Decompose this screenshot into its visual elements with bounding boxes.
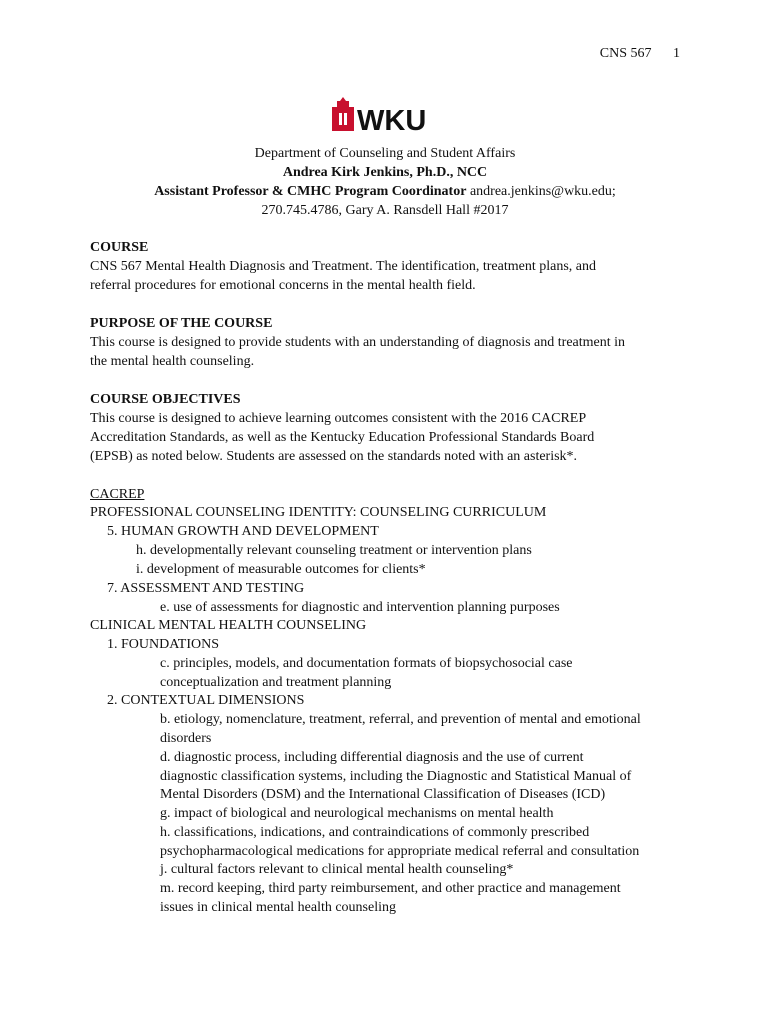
standard-line: h. classifications, indications, and contraindications of commonly prescribed xyxy=(160,825,590,840)
standard-line: e. use of assessments for diagnostic and intervention planning purposes xyxy=(160,600,560,615)
department-line: Department of Counseling and Student Affairs xyxy=(254,146,516,161)
wku-logo xyxy=(331,97,443,135)
standard-line: 7. ASSESSMENT AND TESTING xyxy=(107,581,305,596)
standard-line: d. diagnostic process, including differential diagnosis and the use of current xyxy=(160,750,584,765)
purpose-section xyxy=(90,314,680,371)
standard-line: conceptualization and treatment planning xyxy=(160,675,392,690)
course-heading: COURSE xyxy=(90,240,149,255)
instructor-title: Assistant Professor & CMHC Program Coordinator xyxy=(154,184,467,199)
standard-line: b. etiology, nomenclature, treatment, referral, and prevention of mental and emotional xyxy=(160,712,641,727)
standard-line: PROFESSIONAL COUNSELING IDENTITY: COUNSELING CURRICULUM xyxy=(90,505,547,520)
standard-line: m. record keeping, third party reimbursement, and other practice and management xyxy=(160,881,621,896)
standard-line: g. impact of biological and neurological mechanisms on mental health xyxy=(160,806,554,821)
objectives-line-2: Accreditation Standards, as well as the Kentucky Education Professional Standards Board xyxy=(90,430,595,445)
wku-logo-graphic xyxy=(331,97,443,135)
standard-line: j. cultural factors relevant to clinical mental health counseling* xyxy=(160,862,514,877)
standard-line: disorders xyxy=(160,731,212,746)
purpose-line-1: This course is designed to provide students with an understanding of diagnosis and treatment in xyxy=(90,335,626,350)
standard-line: issues in clinical mental health counseling xyxy=(160,900,396,915)
objectives-line-3: (EPSB) as noted below. Students are assessed on the standards noted with an asterisk*. xyxy=(90,449,578,464)
purpose-line-2: the mental health counseling. xyxy=(90,354,255,369)
logo-wordmark: WKU xyxy=(357,105,427,135)
header-course-code: CNS 567 xyxy=(599,46,652,61)
standard-line: h. developmentally relevant counseling treatment or intervention plans xyxy=(136,543,532,558)
instructor-title-line xyxy=(0,182,770,201)
standard-line: 2. CONTEXTUAL DIMENSIONS xyxy=(107,693,305,708)
standard-line: Mental Disorders (DSM) and the International Classification of Diseases (ICD) xyxy=(160,787,606,802)
header-page-number: 1 xyxy=(673,46,680,61)
standard-line: psychopharmacological medications for appropriate medical referral and consultation xyxy=(160,844,640,859)
course-line-2: referral procedures for emotional concerns in the mental health field. xyxy=(90,278,476,293)
objectives-heading: COURSE OBJECTIVES xyxy=(90,392,241,407)
cacrep-heading: CACREP xyxy=(90,487,145,502)
objectives-line-1: This course is designed to achieve learning outcomes consistent with the 2016 CACREP xyxy=(90,411,587,426)
instructor-name: Andrea Kirk Jenkins, Ph.D., NCC xyxy=(282,165,488,180)
course-line-1: CNS 567 Mental Health Diagnosis and Treatment. The identification, treatment plans, and xyxy=(90,259,596,274)
course-section xyxy=(90,238,680,295)
standard-line: diagnostic classification systems, including the Diagnostic and Statistical Manual of xyxy=(160,769,632,784)
instructor-email[interactable]: andrea.jenkins@wku.edu; xyxy=(469,184,616,199)
instructor-phone-office: 270.745.4786, Gary A. Ransdell Hall #2017 xyxy=(261,203,509,218)
standard-line: 1. FOUNDATIONS xyxy=(107,637,220,652)
purpose-heading: PURPOSE OF THE COURSE xyxy=(90,316,273,331)
standard-line: c. principles, models, and documentation formats of biopsychosocial case xyxy=(160,656,573,671)
running-header xyxy=(582,46,680,62)
standard-line: i. development of measurable outcomes for clients* xyxy=(136,562,426,577)
objectives-section xyxy=(90,390,680,466)
standard-line: CLINICAL MENTAL HEALTH COUNSELING xyxy=(90,618,367,633)
standard-line: 5. HUMAN GROWTH AND DEVELOPMENT xyxy=(107,524,379,539)
